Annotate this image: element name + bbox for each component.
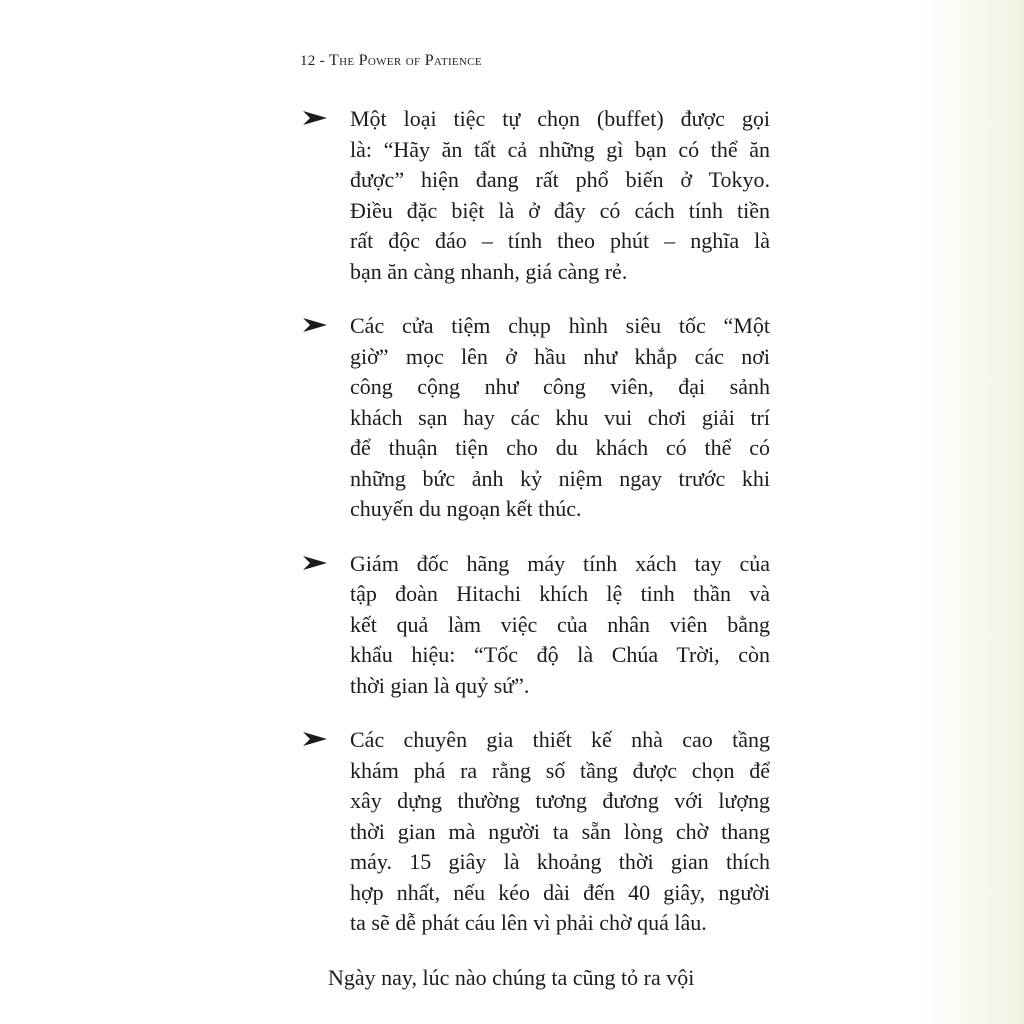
arrow-bullet-icon (302, 555, 328, 571)
text-line: máy. 15 giây là khoảng thời gian thích (350, 849, 770, 874)
text-line: khách sạn hay các khu vui chơi giải trí (350, 404, 770, 430)
text-line: tập đoàn Hitachi khích lệ tinh thần và (350, 581, 770, 606)
text-line: khám phá ra rằng số tầng được chọn để (350, 757, 770, 783)
page-body (300, 104, 770, 993)
arrow-bullet-icon (302, 110, 328, 126)
text-line: bạn ăn càng nhanh, giá càng rẻ. (350, 258, 628, 284)
text-line: những bức ảnh kỷ niệm ngay trước khi (350, 465, 770, 491)
text-line: rất độc đáo – tính theo phút – nghĩa là (350, 228, 770, 253)
text-line: để thuận tiện cho du khách có thể có (350, 435, 770, 460)
header-separator: - (319, 53, 325, 69)
bullet-item-photo-shops (300, 311, 770, 525)
text-line: hợp nhất, nếu kéo dài đến 40 giây, người (350, 879, 770, 905)
arrow-bullet-icon (302, 317, 328, 333)
text-line: chuyến du ngoạn kết thúc. (350, 496, 582, 521)
closing-paragraph (300, 963, 770, 994)
page-number: 12 (300, 53, 316, 69)
text-line: Ngày nay, lúc nào chúng ta cũng tỏ ra vội (328, 964, 695, 990)
book-title: The Power of Patience (329, 52, 482, 69)
bullet-item-elevators (300, 725, 770, 939)
text-line: Các chuyên gia thiết kế nhà cao tầng (350, 727, 770, 752)
text-line: công cộng như công viên, đại sảnh (350, 374, 770, 399)
text-line: thời gian mà người ta sẵn lòng chờ thang (350, 818, 770, 844)
text-line: xây dựng thường tương đương với lượng (350, 788, 770, 813)
text-line: kết quả làm việc của nhân viên bằng (350, 611, 770, 637)
running-header (300, 52, 482, 70)
text-line: giờ” mọc lên ở hầu như khắp các nơi (350, 343, 770, 369)
text-line: là: “Hãy ăn tất cả những gì bạn có thể ăn (350, 136, 770, 162)
text-line: Giám đốc hãng máy tính xách tay của (350, 550, 770, 576)
text-line: Điều đặc biệt là ở đây có cách tính tiền (350, 197, 770, 223)
arrow-bullet-icon (302, 731, 328, 747)
text-line: ta sẽ dễ phát cáu lên vì phải chờ quá lâu. (350, 910, 707, 935)
bullet-item-hitachi (300, 549, 770, 702)
bullet-item-buffet (300, 104, 770, 287)
text-line: được” hiện đang rất phổ biến ở Tokyo. (350, 167, 770, 192)
text-line: Một loại tiệc tự chọn (buffet) được gọi (350, 106, 770, 131)
text-line: Các cửa tiệm chụp hình siêu tốc “Một (350, 313, 770, 338)
text-line: khẩu hiệu: “Tốc độ là Chúa Trời, còn (350, 642, 770, 667)
text-line: thời gian là quỷ sứ”. (350, 672, 530, 698)
